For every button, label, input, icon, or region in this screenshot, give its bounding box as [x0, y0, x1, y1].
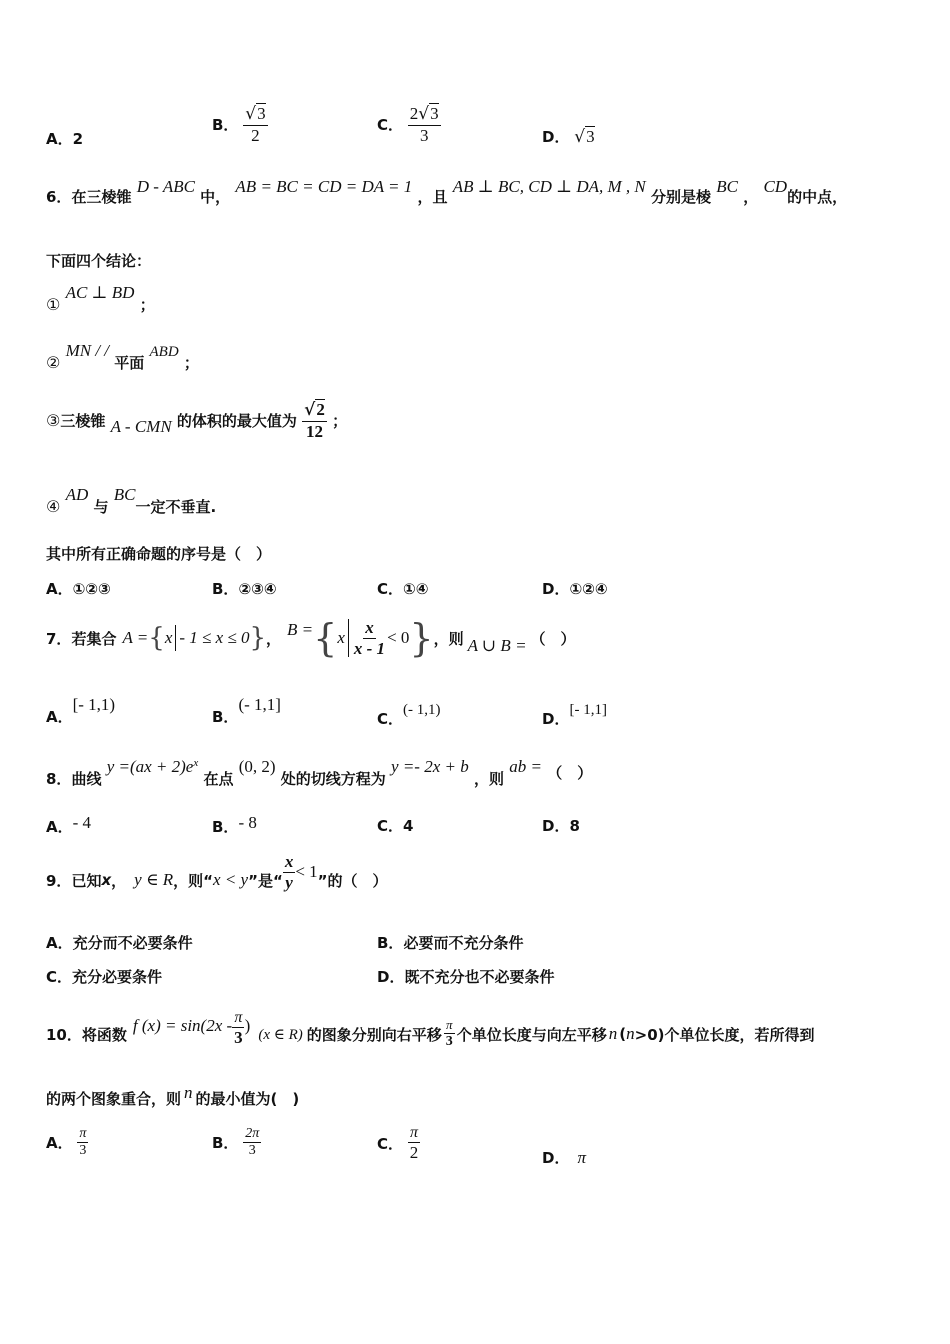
q8-option-d: D．8 — [542, 817, 580, 835]
q9-option-b: B．必要而不充分条件 — [377, 934, 524, 952]
fraction: $\frac{\pi}{3}$ — [79, 1126, 87, 1159]
fraction: $\frac{√3}{2}$ — [245, 104, 266, 145]
q5-option-a — [46, 128, 83, 149]
q6-option-d: D．①②④ — [542, 580, 608, 598]
fraction: $\frac{2√3}{3}$ — [409, 104, 439, 145]
q9-option-c: C．充分必要条件 — [46, 968, 163, 986]
q6-option-a: A．①②③ — [46, 580, 111, 598]
fraction: $\frac{\pi}{3}$ — [445, 1016, 453, 1049]
q9-option-d: D．既不充分也不必要条件 — [377, 968, 555, 986]
q10-stem: 10． 将函数 f (x) = sin(2x - $\frac{\pi}{3}$ ) (x ∈ R) 的图象分别向右平移 $\frac{\pi}{3}$ 个单位长度与向左平移 n ( n >0)个单位长度，若所得到 — [46, 1008, 815, 1049]
q5-option-c — [377, 104, 441, 145]
q6-option-b: B．②③④ — [212, 580, 277, 598]
q10-option-c: C． $\frac{\pi}{2}$ — [377, 1124, 419, 1163]
q10-option-d: D． π — [542, 1148, 586, 1167]
q5-option-d: D． √3 — [542, 127, 595, 147]
q6-ask: 其中所有正确命题的序号是（ ） — [46, 545, 272, 563]
q6-conclusion-2: ② MN / / 平面 ABD ； — [46, 341, 199, 372]
q8-stem: 8．曲线 $y =(ax + 2)e^x$ 在点 (0, 2) 处的切线方程为 y =- 2x + b ，则 ab = （ ） — [46, 757, 593, 788]
fraction: $\frac{2\pi}{3}$ — [245, 1126, 260, 1159]
option-label: A． — [46, 130, 73, 148]
fraction: $\frac{\pi}{3}$ — [234, 1008, 243, 1047]
q8-option-c: C．4 — [377, 817, 414, 835]
q7-stem: 7． 若集合 A = { x - 1 ≤ x ≤ 0 } ， B = { x $\frac{x}{x - 1}$ < 0 } ，则 A ∪ B = （ ） — [46, 616, 576, 660]
q10-option-a: A． $\frac{\pi}{3}$ — [46, 1126, 87, 1159]
q9-option-a: A．充分而不必要条件 — [46, 934, 193, 952]
q5-option-b — [212, 104, 268, 145]
q7-option-d: D．[- 1,1] — [542, 702, 607, 728]
option-value: 2 — [72, 130, 84, 148]
q10-line2: 的两个图象重合，则 n 的最小值为( ) — [46, 1083, 300, 1108]
fraction: $\frac{x}{y}$ — [284, 851, 294, 892]
q6-conclusion-3: ③三棱锥 A - CMN 的体积的最大值为 $\frac{√2}{12}$ ； — [46, 400, 348, 441]
q6-conclusion-4: ④ AD 与 BC一定不垂直. — [46, 485, 217, 516]
q6-conclusion-1: ① AC ⊥ BD ； — [46, 283, 155, 314]
q7-option-b: B．(- 1,1] — [212, 695, 281, 726]
q7-option-c: C．(- 1,1) — [377, 702, 441, 728]
q10-option-b: B． $\frac{2\pi}{3}$ — [212, 1126, 260, 1159]
q9-stem: 9． 已知 x ， y ∈ R ，则“ x < y ”是“ $\frac{x}{y}$ < 1 ”的（ ） — [46, 851, 388, 892]
fraction: $\frac{\pi}{2}$ — [409, 1124, 419, 1163]
option-label: C． — [377, 116, 404, 135]
q6-option-c: C．①④ — [377, 580, 429, 598]
fraction: $\frac{√2}{12}$ — [304, 400, 325, 441]
fraction: $\frac{x}{x - 1}$ — [353, 617, 386, 658]
q6-line2: 下面四个结论： — [46, 252, 152, 270]
option-label: B． — [212, 116, 239, 135]
q6-stem: 6．在三棱锥 D - ABC 中， AB = BC = CD = DA = 1 ，且 AB ⊥ BC, CD ⊥ DA, M , N 分别是棱 BC ， CD的中点， — [46, 177, 848, 206]
q7-option-a: A．[- 1,1) — [46, 695, 116, 726]
q8-option-a: A．- 4 — [46, 813, 92, 836]
option-label: D． — [542, 128, 570, 146]
q8-option-b: B．- 8 — [212, 813, 257, 836]
